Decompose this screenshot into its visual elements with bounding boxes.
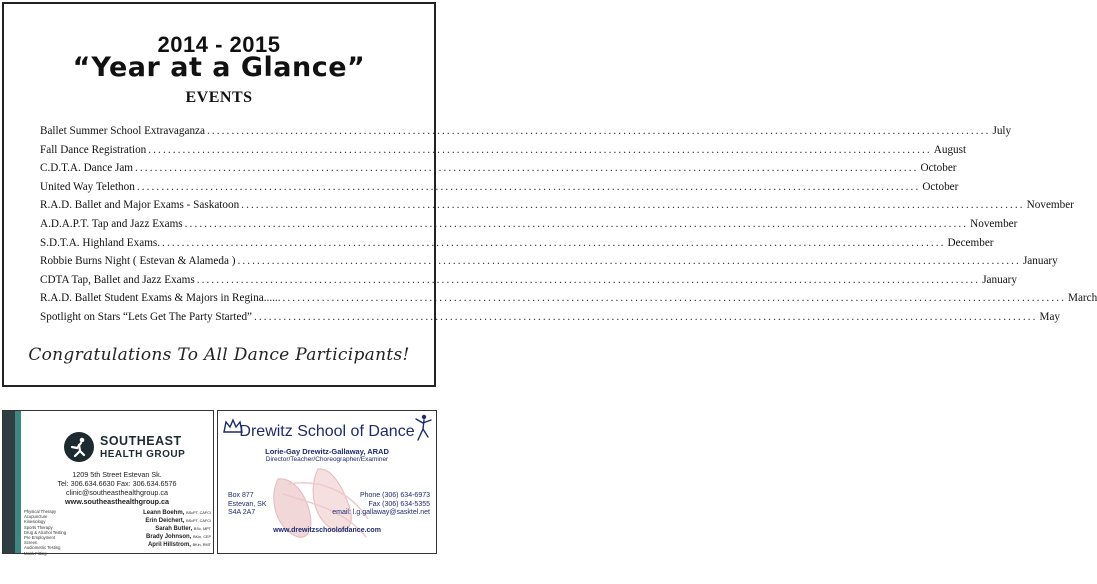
event-row — [40, 273, 1017, 293]
health-group-address: 1209 5th Street Estevan Sk. — [72, 470, 162, 479]
service-item: Mask Fitting — [24, 550, 47, 556]
event-row — [40, 236, 994, 256]
health-group-email: clinic@southeasthealthgroup.ca — [66, 488, 168, 497]
event-month: July — [992, 125, 1012, 137]
event-list — [40, 125, 1097, 330]
leader-dots: ................................................................................................................................................................ — [148, 143, 932, 156]
event-month: January — [1022, 255, 1058, 268]
event-name: Ballet Summer School Extravaganza — [40, 125, 205, 137]
staff-name: Brady Johnson, — [146, 534, 192, 540]
school-address — [228, 492, 267, 518]
leader-dots: ................................................................................................................................................................ — [282, 292, 1067, 305]
event-month: May — [1039, 310, 1061, 323]
health-group-contact — [21, 470, 213, 506]
health-group-name-line1: SOUTHEAST — [100, 434, 182, 448]
leader-dots: ................................................................................................................................................................ — [241, 199, 1025, 212]
staff-credentials: BScPT, CAFCI — [186, 511, 211, 515]
event-row — [40, 217, 1018, 237]
service-item: Kinesiology — [24, 519, 46, 525]
drewitz-school-of-dance-ad — [217, 410, 437, 554]
leader-dots: ................................................................................................................................................................ — [184, 217, 969, 230]
staff-name: Sarah Butler, — [155, 526, 193, 532]
services-list — [24, 509, 66, 556]
school-contact — [332, 492, 430, 518]
event-month: November — [970, 217, 1018, 230]
director-name: Lorie-Gay Drewitz-Gallaway, ARAD — [265, 447, 389, 456]
event-name: Fall Dance Registration — [40, 143, 147, 156]
service-item: Sports Therapy — [24, 524, 53, 530]
event-month: January — [982, 273, 1017, 286]
staff-credentials: BKin, CEP — [193, 535, 211, 539]
event-month: December — [947, 236, 994, 249]
staff-name: Leann Boehm, — [143, 510, 185, 516]
staff-name: April Hillstrom, — [147, 542, 191, 548]
year-at-a-glance-panel — [2, 2, 1097, 387]
leader-dots: ................................................................................................................................................................ — [162, 236, 946, 249]
staff-name: Erin Deichert, — [145, 518, 185, 524]
staff-credentials: BScPT, CAFCI — [186, 519, 211, 523]
director-role: Director/Teacher/Choreographer/Examiner — [265, 456, 389, 463]
event-name: Spotlight on Stars “Lets Get The Party Started” — [40, 310, 253, 323]
event-row — [40, 180, 959, 200]
event-name: S.D.T.A. Highland Exams. — [40, 236, 161, 249]
event-row — [40, 143, 967, 163]
school-fax: Fax (306) 634-5355 — [368, 500, 430, 508]
staff-member — [143, 517, 211, 525]
event-row — [40, 162, 957, 181]
event-month: October — [922, 180, 959, 193]
address-line: S4A 2A7 — [228, 509, 256, 517]
school-phone: Phone (306) 634-6973 — [359, 492, 430, 499]
congratulations-message: Congratulations To All Dance Participants! — [28, 345, 410, 365]
school-email: email: l.g.gallaway@sasktel.net — [332, 509, 430, 517]
staff-member — [143, 533, 211, 541]
event-name: CDTA Tap, Ballet and Jazz Exams — [40, 273, 195, 286]
event-name: A.D.A.P.T. Tap and Jazz Exams — [40, 217, 183, 230]
leader-dots: ................................................................................................................................................................ — [135, 162, 919, 175]
health-group-logo-icon — [64, 432, 94, 462]
school-name: Drewitz School of Dance — [239, 423, 415, 440]
event-row — [40, 125, 1012, 144]
leader-dots: ................................................................................................................................................................ — [136, 180, 921, 193]
health-group-phone-fax: Tel: 306.634.6630 Fax: 306.634.6576 — [57, 479, 177, 488]
service-item: Screen — [24, 540, 38, 546]
health-group-website: www.southeasthealthgroup.ca — [65, 497, 169, 506]
event-name: United Way Telethon — [40, 180, 135, 193]
health-group-name-line2: HEALTH GROUP — [100, 449, 186, 460]
school-website: www.drewitzschoolofdance.com — [273, 527, 381, 534]
event-name: R.A.D. Ballet and Major Exams - Saskatoon — [40, 199, 240, 212]
leader-dots: ................................................................................................................................................................ — [254, 310, 1038, 323]
event-row — [40, 292, 1097, 311]
events-heading: EVENTS — [185, 89, 253, 106]
staff-list — [143, 509, 211, 549]
dark-stripe — [3, 411, 15, 553]
service-item: Drug & Alcohol Testing — [24, 529, 67, 535]
southeast-health-group-ad — [2, 410, 214, 554]
staff-member — [143, 509, 211, 517]
leader-dots: ................................................................................................................................................................ — [196, 273, 981, 286]
event-row — [40, 310, 1061, 330]
staff-credentials: BKin, RMT — [192, 543, 211, 547]
event-row — [40, 255, 1058, 274]
event-month: August — [933, 143, 967, 156]
leader-dots: ................................................................................................................................................................ — [206, 125, 991, 137]
event-name: R.A.D. Ballet Student Exams & Majors in Regina...... — [40, 292, 281, 305]
service-item: Physical Therapy — [24, 509, 57, 514]
service-item: Pre Employment — [24, 535, 55, 541]
address-line: Box 877 — [228, 492, 254, 499]
service-item: Audiometric Testing — [24, 545, 61, 551]
event-month: March — [1068, 292, 1097, 305]
event-name: Robbie Burns Night ( Estevan & Alameda ) — [40, 255, 236, 268]
staff-member — [143, 541, 211, 549]
staff-credentials: BSc, MPT — [193, 527, 211, 531]
service-item: Acupuncture — [24, 514, 48, 520]
event-month: November — [1026, 199, 1074, 212]
address-line: Estevan, SK — [228, 500, 267, 508]
staff-member — [143, 525, 211, 533]
year-range: 2014 - 2015 — [157, 32, 281, 57]
event-month: October — [920, 162, 957, 175]
leader-dots: ................................................................................................................................................................ — [237, 255, 1021, 268]
page-title: “Year at a Glance” — [72, 52, 366, 83]
event-name: C.D.T.A. Dance Jam — [40, 162, 133, 175]
event-row — [40, 199, 1074, 218]
